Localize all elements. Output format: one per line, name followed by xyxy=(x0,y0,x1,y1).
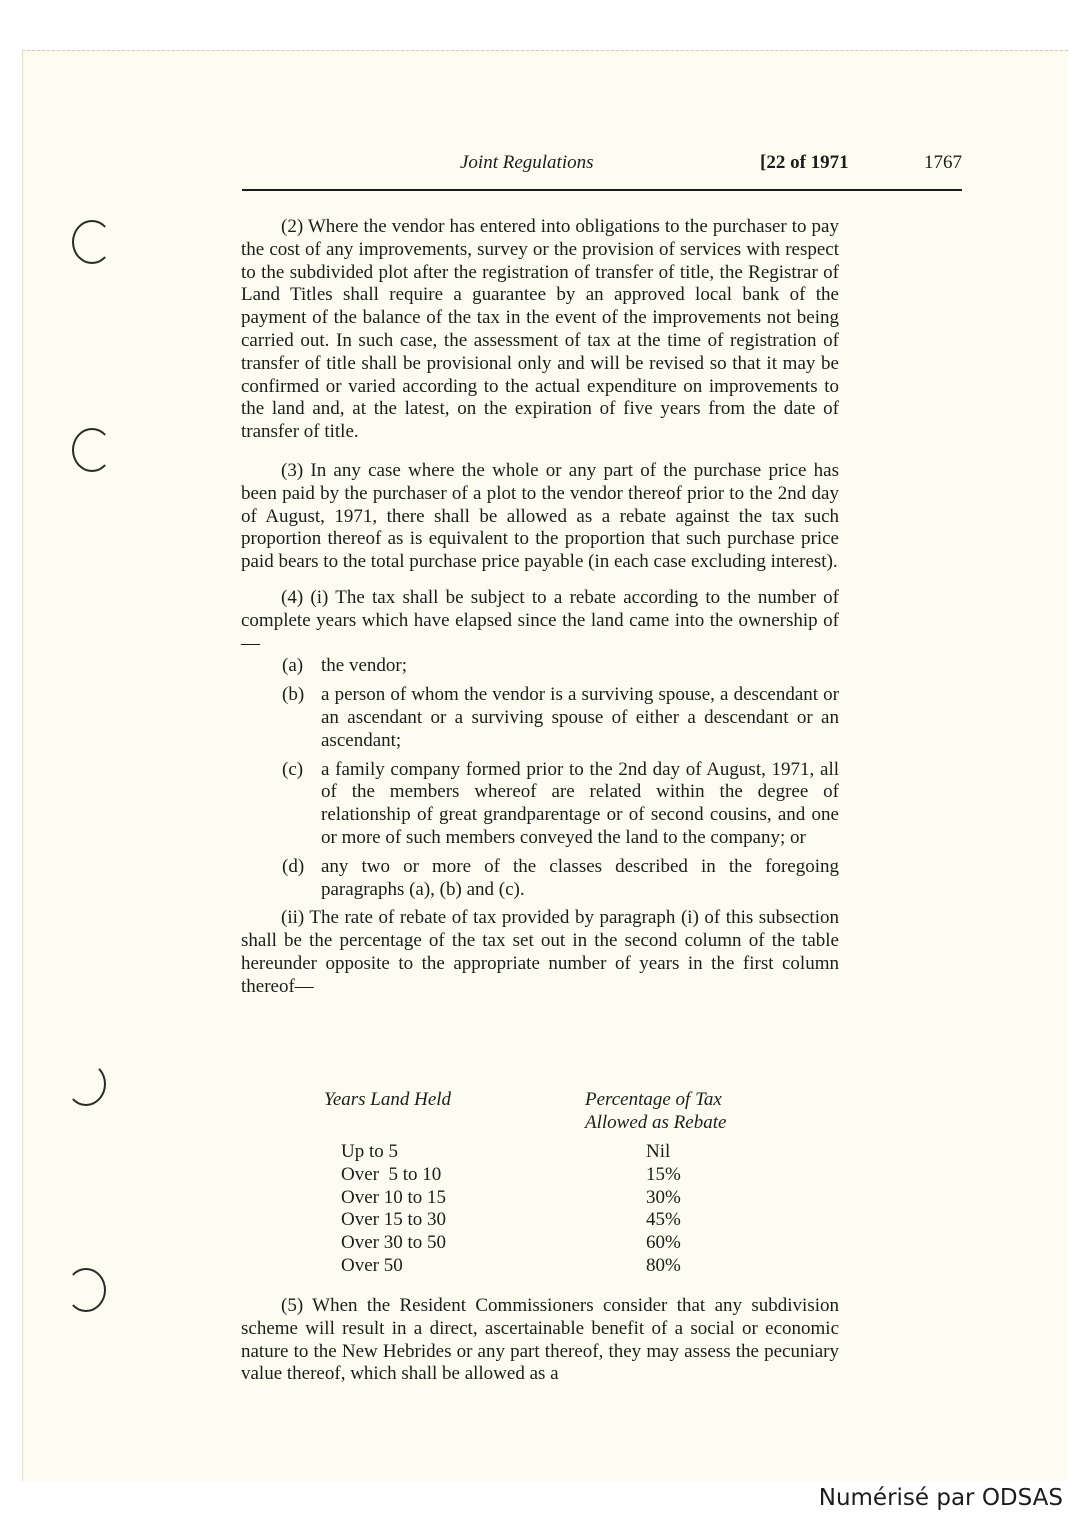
table-row xyxy=(341,1187,721,1210)
paragraph-2: (2) Where the vendor has entered into obligations to the purchaser to pay the cost of any improvements, survey or the provision of services with respect to the subdivided plot after the registration of transfer of title, the Registrar of Land Titles shall require a guarantee by an approved local bank of the payment of the balance of the tax in the event of the improvements not being carried out. In such case, the assessment of tax at the time of registration of transfer of title shall be provisional only and will be revised so that it may be confirmed or varied according to the actual expenditure on improvements to the land and, at the latest, on the expiration of five years from the date of transfer of title. xyxy=(241,216,839,443)
years-cell: Over 50 xyxy=(341,1254,403,1276)
running-header xyxy=(240,150,962,180)
years-cell: Over 15 to 30 xyxy=(341,1209,447,1231)
table-row xyxy=(341,1209,721,1232)
list-item-text: a family company formed prior to the 2nd day of August, 1971, all of the members whereof are related within the degree of relationship of great grandparentage or of second cousins, and one or more of such members conveyed the land to the company; or xyxy=(321,758,839,848)
years-cell: Over 30 to 50 xyxy=(341,1232,447,1254)
paragraph-5: (5) When the Resident Commissioners consider that any subdivision scheme will result in a direct, ascertainable benefit of a social or economic nature to the New Hebrides or any part thereof, they may assess the pecuniary value thereof, which shall be allowed as a xyxy=(241,1295,839,1385)
percent-cell: 80% xyxy=(646,1254,681,1276)
list-item-label: (c) xyxy=(282,758,304,780)
paragraph-3: (3) In any case where the whole or any part of the purchase price has been paid by the purchaser of a plot to the vendor thereof prior to the 2nd day of August, 1971, there shall be allowed as a rebate against the tax such proportion thereof as is equivalent to the proportion that such purchase price paid bears to the total purchase price payable (in each case excluding interest). xyxy=(241,459,839,573)
percent-cell: 60% xyxy=(646,1232,681,1254)
years-cell: Over 10 to 15 xyxy=(341,1186,447,1208)
years-cell: Over 5 to 10 xyxy=(341,1163,442,1185)
table-row xyxy=(341,1232,721,1255)
list-item xyxy=(241,655,839,678)
table-header-percentage xyxy=(585,1089,726,1135)
list-item-text: the vendor; xyxy=(321,655,408,677)
punch-hole xyxy=(72,220,112,264)
body-text-continued xyxy=(241,1295,839,1386)
punch-hole xyxy=(72,428,112,472)
body-text xyxy=(241,216,839,999)
list-item-label: (b) xyxy=(282,684,305,706)
list-item-label: (a) xyxy=(282,655,304,677)
punch-hole xyxy=(66,1062,106,1106)
table-row xyxy=(341,1141,721,1164)
table-header-line: Percentage of Tax xyxy=(585,1089,722,1110)
header-title: Joint Regulations xyxy=(460,152,594,173)
digitization-stamp: Numérisé par ODSAS xyxy=(818,1485,1063,1511)
list-item-text: a person of whom the vendor is a surviving spouse, a descendant or an ascendant or a surviving spouse of either a descendant or an ascendant; xyxy=(321,684,839,751)
list-item xyxy=(241,856,839,902)
percent-cell: 45% xyxy=(646,1209,681,1231)
paragraph-4-ii: (ii) The rate of rebate of tax provided by paragraph (i) of this subsection shall be the percentage of the tax set out in the second column of the table hereunder opposite to the appropriate number of years in the first column thereof— xyxy=(241,907,839,997)
list-item xyxy=(241,759,839,850)
list-item-label: (d) xyxy=(282,855,305,877)
header-act-number: [22 of 1971 xyxy=(760,152,849,173)
list-item-text: any two or more of the classes described in the foregoing paragraphs (a), (b) and (c). xyxy=(321,855,839,900)
list-item xyxy=(241,684,839,752)
table-row xyxy=(341,1164,721,1187)
page-number: 1767 xyxy=(924,152,962,173)
percent-cell: 15% xyxy=(646,1163,681,1185)
header-rule xyxy=(242,189,962,191)
table-body xyxy=(341,1141,721,1278)
years-cell: Up to 5 xyxy=(341,1141,398,1162)
percent-cell: Nil xyxy=(646,1141,671,1162)
punch-hole xyxy=(66,1268,106,1312)
table-row xyxy=(341,1255,721,1278)
table-header-years: Years Land Held xyxy=(324,1089,452,1110)
table-header-line: Allowed as Rebate xyxy=(585,1111,727,1133)
paragraph-4-intro: (4) (i) The tax shall be subject to a rebate according to the number of complete years which have elapsed since the land came into the ownership of— xyxy=(241,586,839,654)
percent-cell: 30% xyxy=(646,1186,681,1208)
